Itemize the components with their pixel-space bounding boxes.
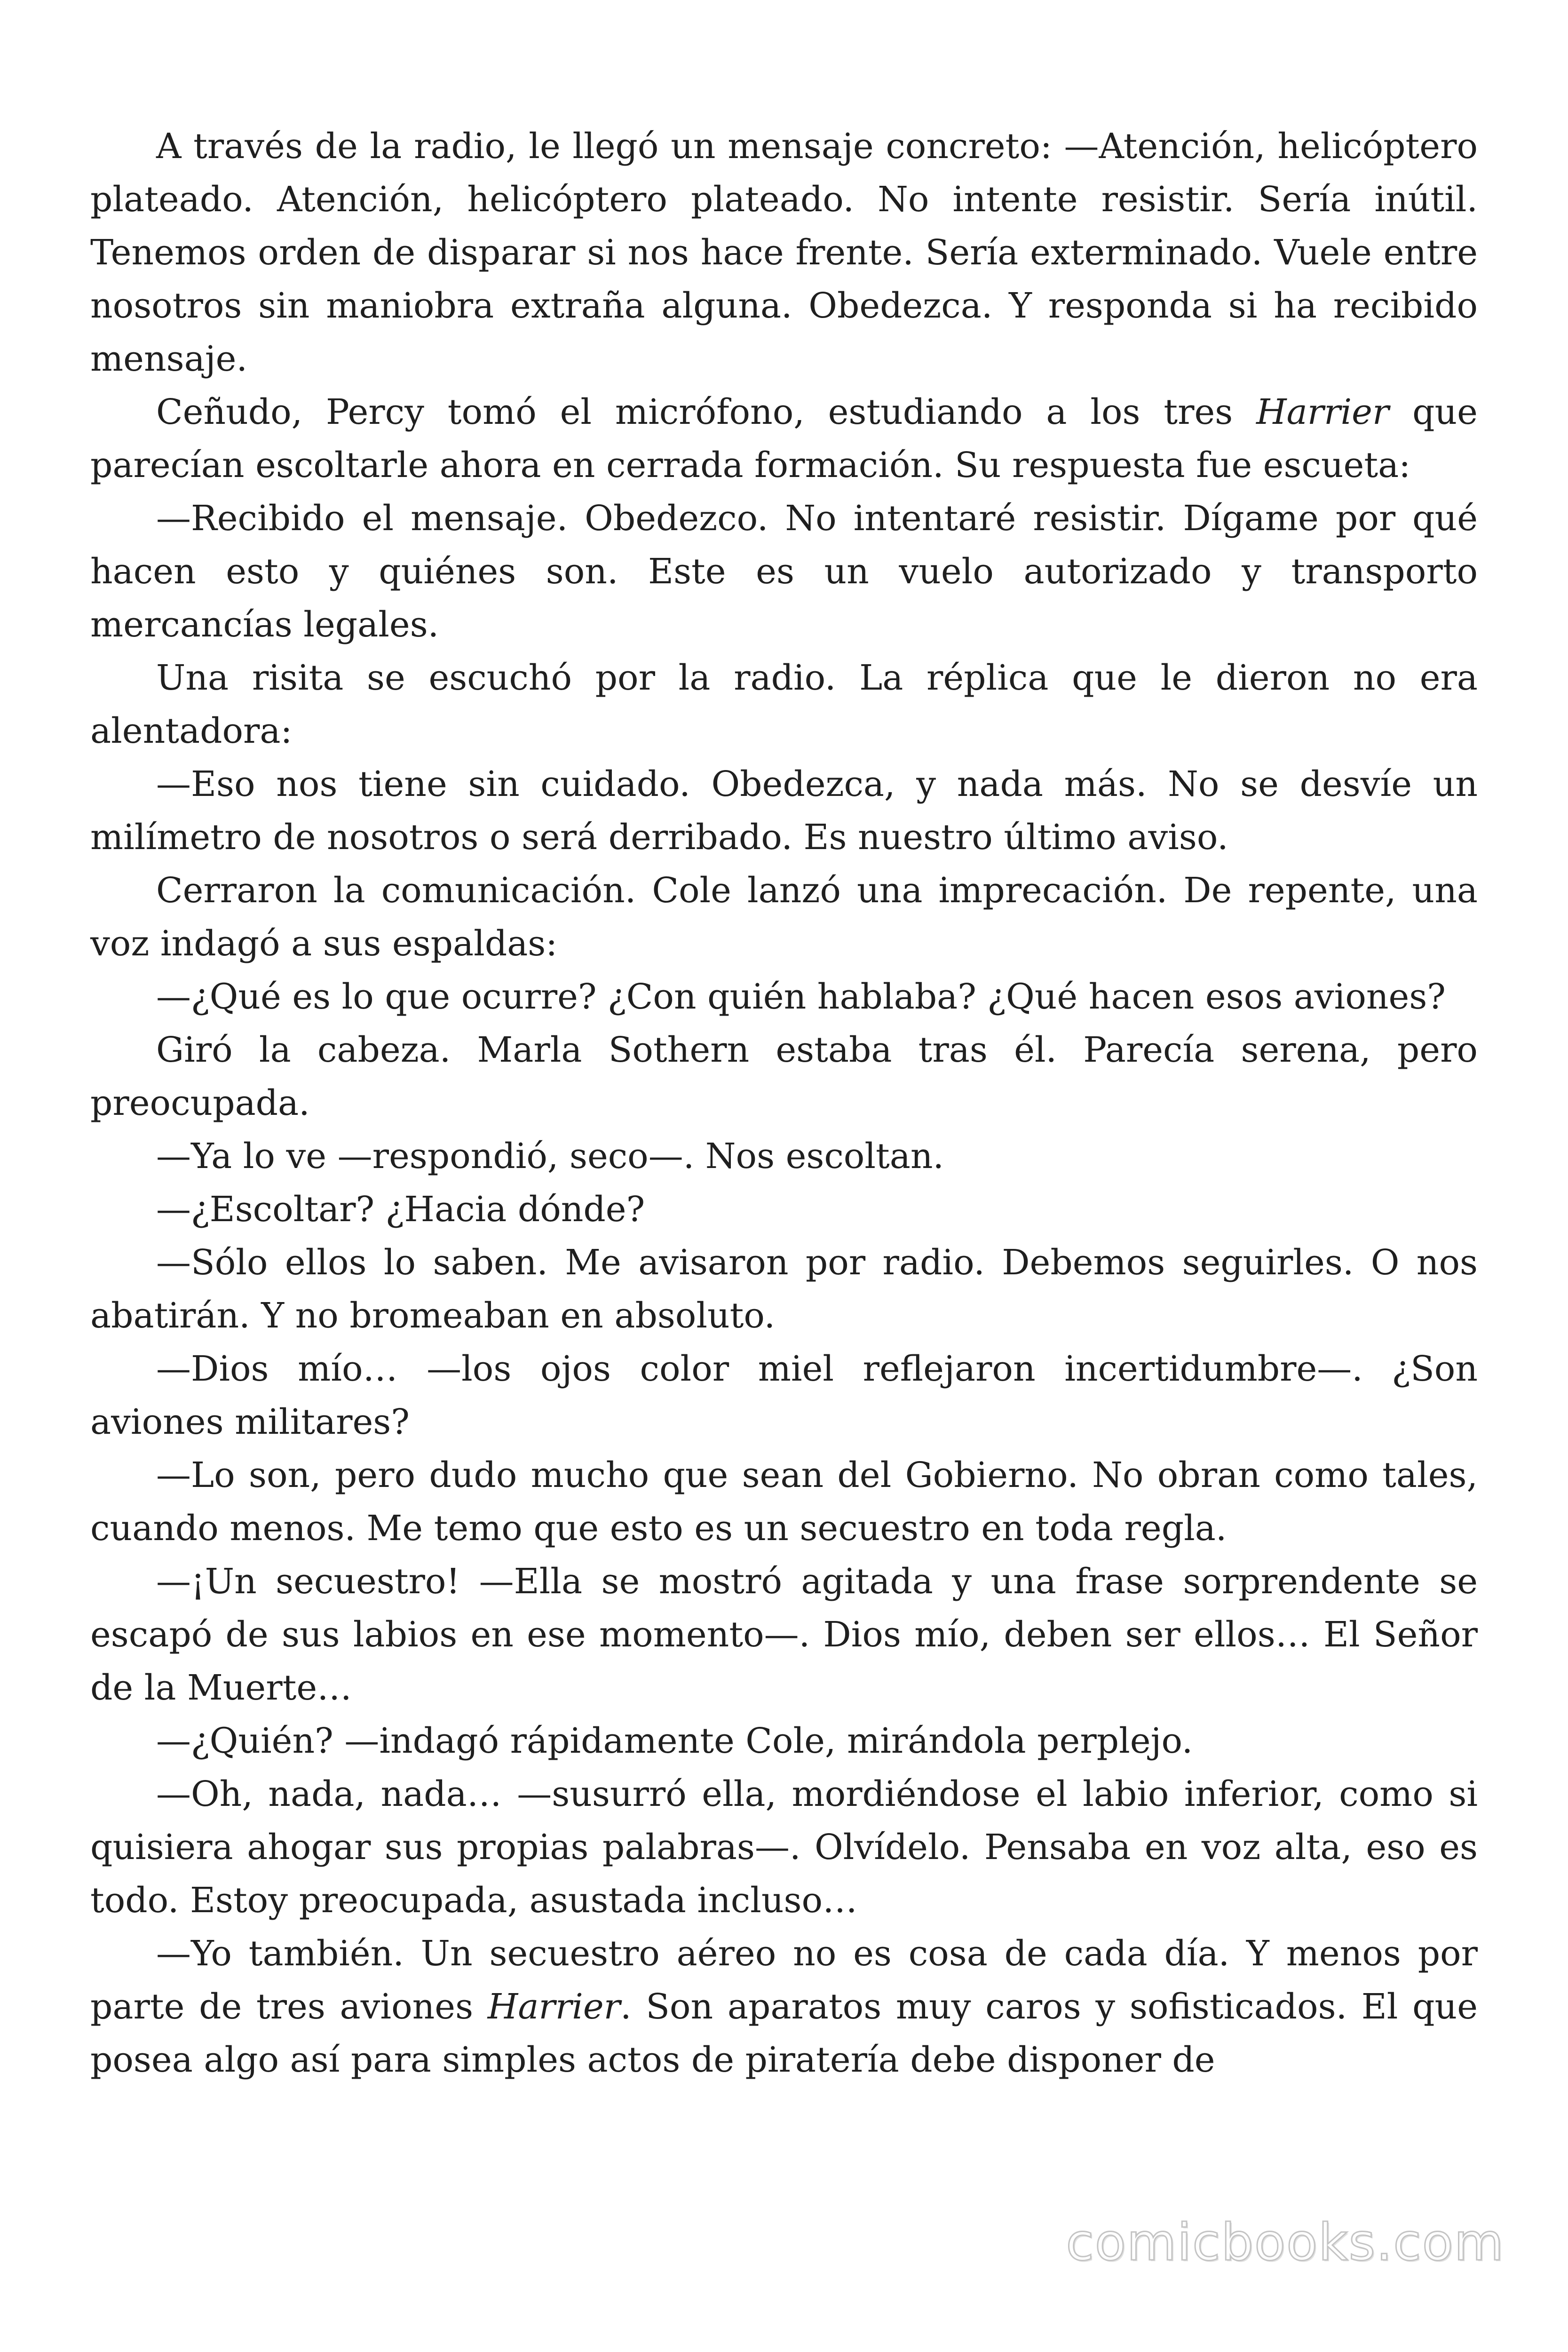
paragraph-text: —¡Un secuestro! —Ella se mostró agitada y una frase sorprendente se escapó de sus labios en ese momento—. Dios mío, deben ser ellos… El Señor de la Muerte… — [90, 1561, 1478, 1708]
paragraph-text: —¿Escoltar? ¿Hacia dónde? — [156, 1189, 645, 1230]
paragraph-text: —¿Qué es lo que ocurre? ¿Con quién hablaba? ¿Qué hacen esos aviones? — [156, 977, 1446, 1017]
paragraph-text: —Sólo ellos lo saben. Me avisaron por radio. Debemos seguirles. O nos abatirán. Y no bromeaban en absoluto. — [90, 1242, 1478, 1336]
paragraph-text: —Eso nos tiene sin cuidado. Obedezca, y nada más. No se desvíe un milímetro de nosotros o será derribado. Es nuestro último aviso. — [90, 764, 1478, 858]
paragraph — [90, 1927, 1478, 2087]
paragraph — [90, 386, 1478, 492]
paragraph — [90, 1183, 1478, 1236]
paragraph-text: —Yo también. Un secuestro aéreo no es cosa de cada día. Y menos por parte de tres aviones — [90, 1933, 1478, 2027]
paragraph-text: —Lo son, pero dudo mucho que sean del Gobierno. No obran como tales, cuando menos. Me temo que esto es un secuestro en toda regla. — [90, 1455, 1478, 1549]
paragraph — [90, 1024, 1478, 1130]
italic-term: Harrier — [1256, 392, 1389, 432]
paragraph-text: —¿Quién? —indagó rápidamente Cole, mirándola perplejo. — [156, 1721, 1193, 1761]
paragraph — [90, 1130, 1478, 1183]
paragraph — [90, 1449, 1478, 1555]
paragraph — [90, 758, 1478, 864]
paragraph — [90, 970, 1478, 1024]
paragraph — [90, 864, 1478, 970]
paragraph-text: Giró la cabeza. Marla Sothern estaba tras él. Parecía serena, pero preocupada. — [90, 1030, 1478, 1123]
paragraph-text: . Son aparatos muy caros y sofisticados. El que posea algo así para simples actos de piratería debe disponer de — [90, 1986, 1478, 2080]
paragraph-text: —Recibido el mensaje. Obedezco. No intentaré resistir. Dígame por qué hacen esto y quiénes son. Este es un vuelo autorizado y transporto mercancías legales. — [90, 498, 1478, 645]
page-body — [90, 120, 1478, 2087]
paragraph — [90, 1236, 1478, 1343]
paragraph — [90, 652, 1478, 758]
paragraph-text: Ceñudo, Percy tomó el micrófono, estudiando a los tres — [156, 392, 1257, 432]
paragraph — [90, 1768, 1478, 1927]
paragraph-text: —Oh, nada, nada… —susurró ella, mordiéndose el labio inferior, como si quisiera ahogar sus propias palabras—. Olvídelo. Pensaba en voz alta, eso es todo. Estoy preocupada, asustada incluso… — [90, 1774, 1478, 1921]
paragraph-text: A través de la radio, le llegó un mensaje concreto: —Atención, helicóptero plateado. Atención, helicóptero plateado. No intente resistir. Sería inútil. Tenemos orden de disparar si nos hace frente. Sería exterminado. Vuele entre nosotros sin maniobra extraña alguna. Obedezca. Y responda si ha recibido mensaje. — [90, 126, 1478, 379]
paragraph-text: —Dios mío… —los ojos color miel reflejaron incertidumbre—. ¿Son aviones militares? — [90, 1349, 1478, 1442]
paragraph — [90, 492, 1478, 652]
paragraph-text: que parecían escoltarle ahora en cerrada formación. Su respuesta fue escueta: — [90, 392, 1478, 485]
watermark-logo: comicbooks.com — [1066, 2213, 1505, 2272]
paragraph — [90, 120, 1478, 386]
paragraph — [90, 1555, 1478, 1715]
paragraph-text: —Ya lo ve —respondió, seco—. Nos escoltan. — [156, 1136, 944, 1176]
paragraph — [90, 1715, 1478, 1768]
paragraph — [90, 1343, 1478, 1449]
paragraph-text: Una risita se escuchó por la radio. La réplica que le dieron no era alentadora: — [90, 658, 1478, 751]
paragraph-text: Cerraron la comunicación. Cole lanzó una imprecación. De repente, una voz indagó a sus espaldas: — [90, 870, 1478, 964]
italic-term: Harrier — [487, 1986, 621, 2027]
